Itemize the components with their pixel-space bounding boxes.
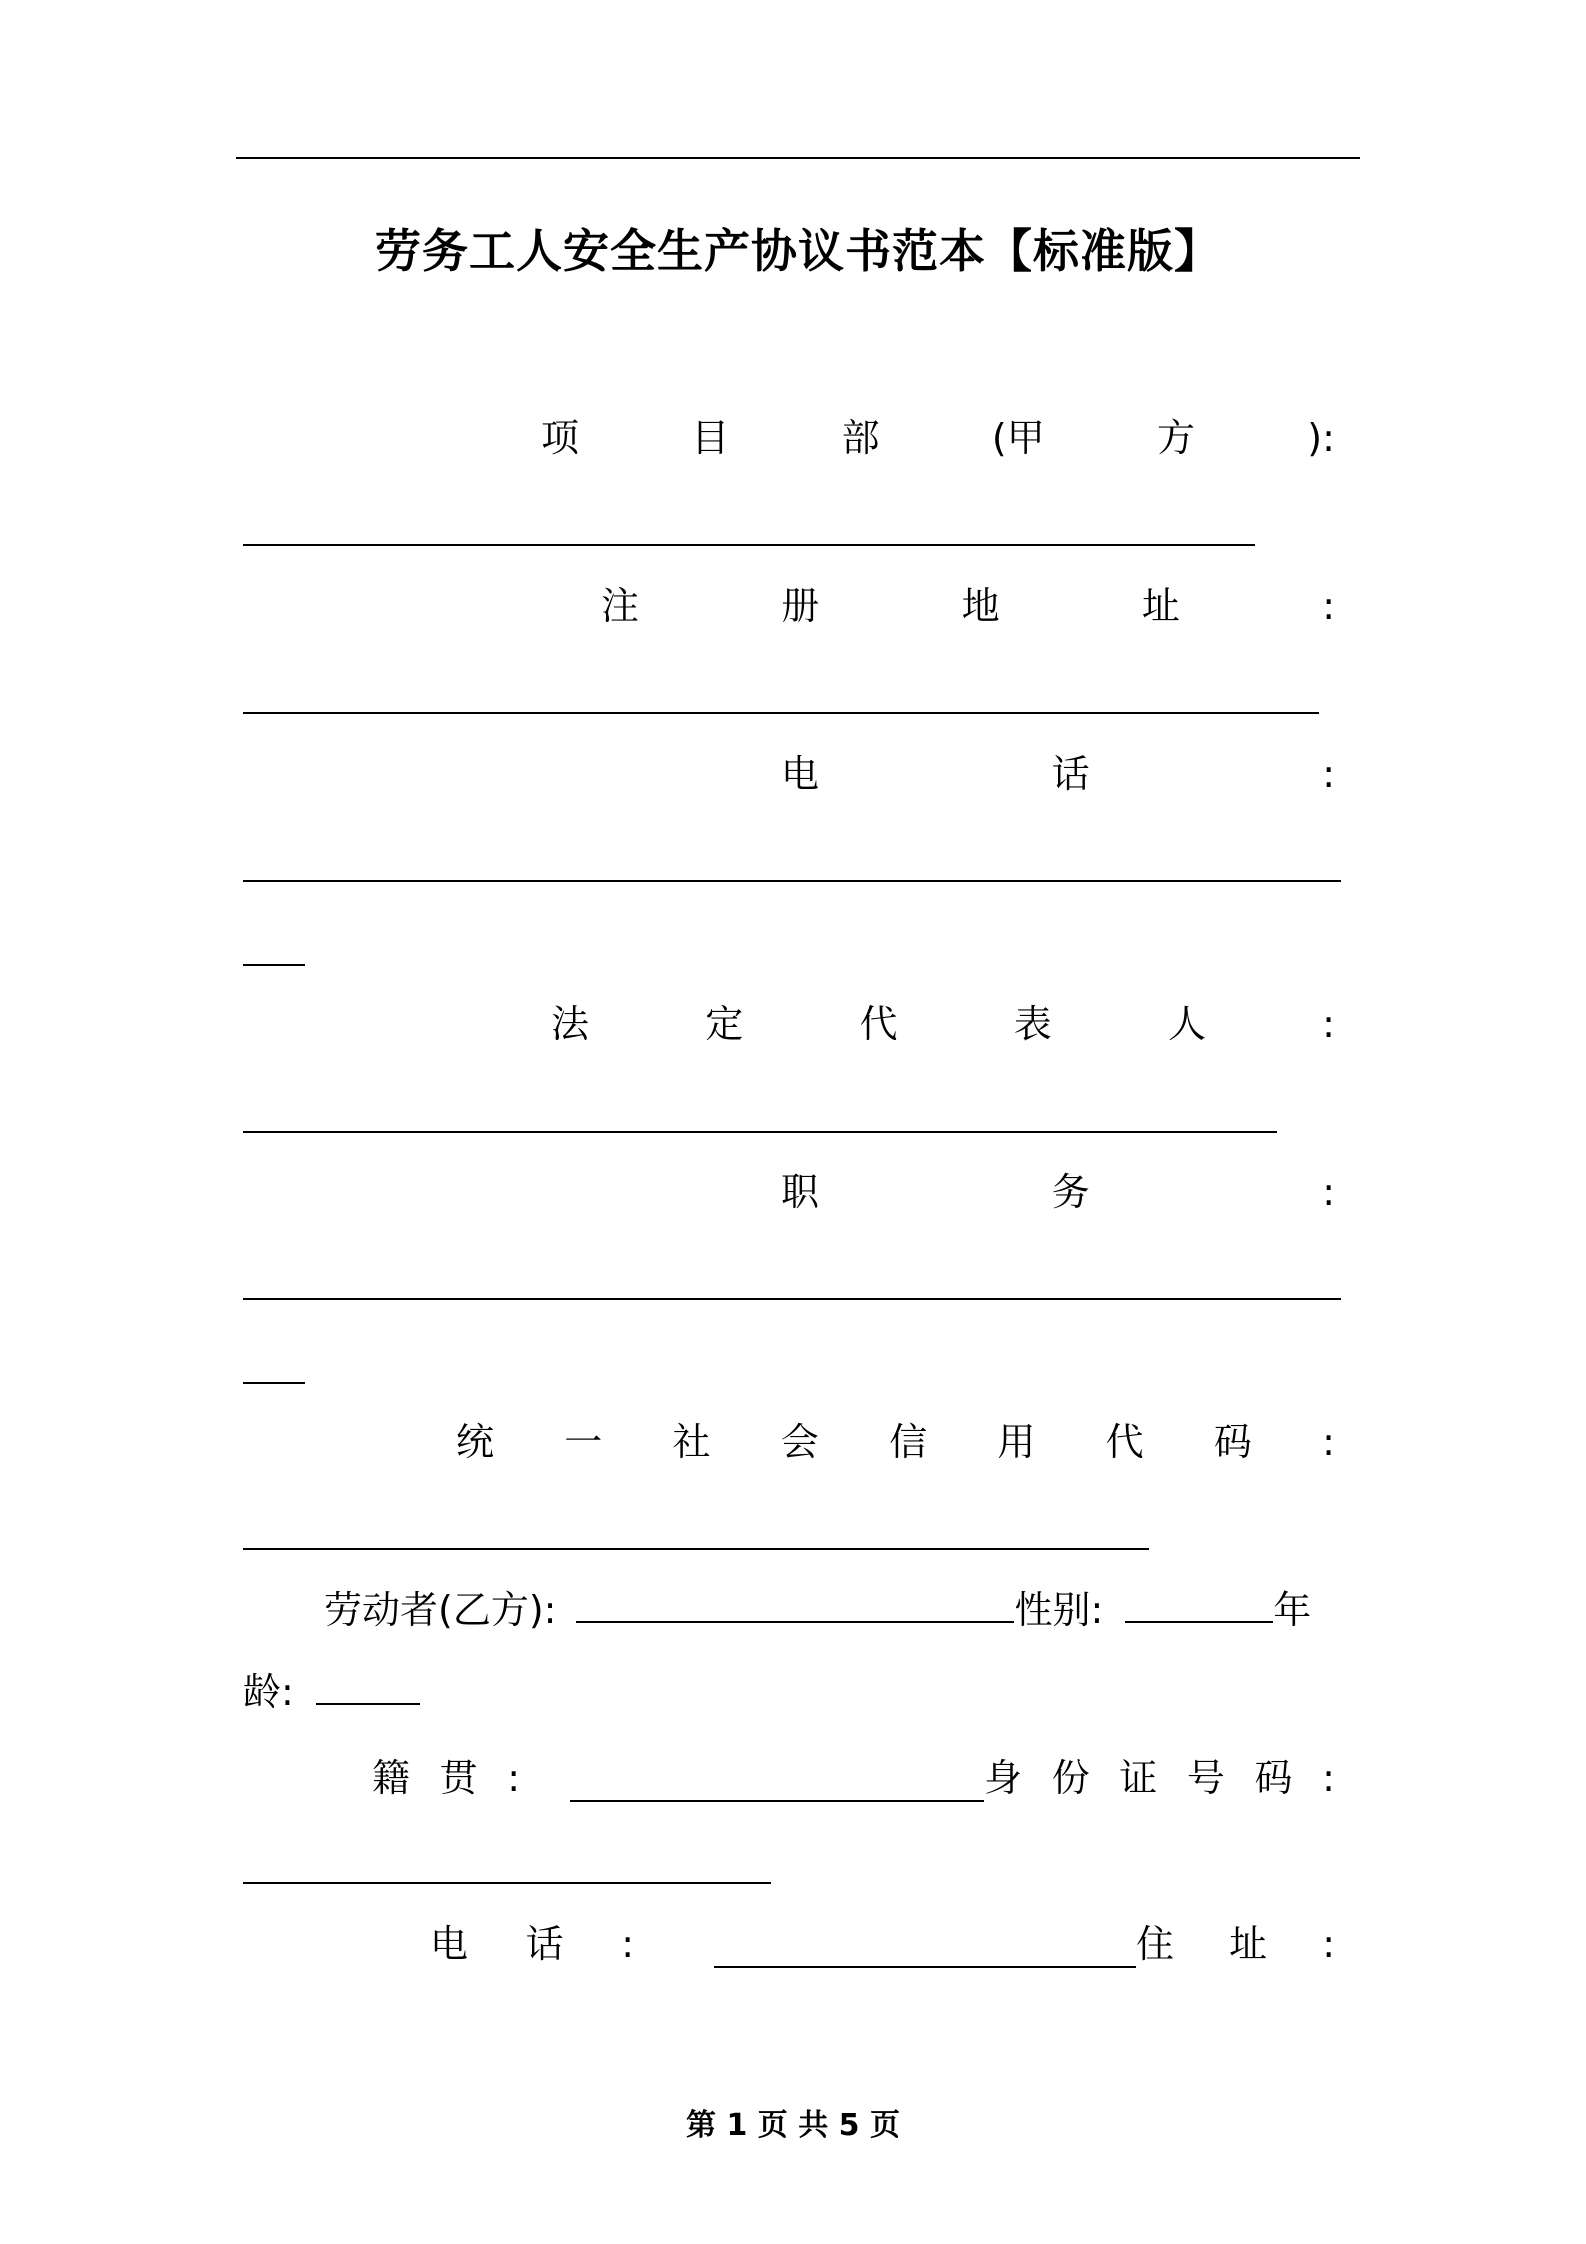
native-place-label: 籍 贯 : (372, 1756, 520, 1800)
party-a-phone-label: 电 话 : (781, 752, 1335, 796)
position-blank-cont[interactable] (243, 1382, 305, 1384)
worker-label: 劳动者(乙方): (324, 1588, 557, 1632)
credit-code-label: 统 一 社 会 信 用 代 码 : (456, 1420, 1335, 1464)
credit-code-blank[interactable] (243, 1548, 1149, 1550)
position-blank[interactable] (243, 1298, 1341, 1300)
age-row (243, 1668, 420, 1716)
registered-address-label: 注 册 地 址 : (601, 584, 1335, 628)
age-blank[interactable] (316, 1669, 420, 1705)
party-a-phone-blank[interactable] (243, 880, 1341, 882)
age-label: 龄: (243, 1670, 294, 1714)
residence-label: 住 址 : (1136, 1922, 1335, 1966)
project-dept-label: 项 目 部 (甲 方 ): (541, 416, 1335, 460)
worker-name-blank[interactable] (576, 1587, 1014, 1623)
page-footer: 第 1 页 共 5 页 (686, 2108, 900, 2143)
registered-address-blank[interactable] (243, 712, 1319, 714)
document-title: 劳务工人安全生产协议书范本【标准版】 (375, 224, 1221, 278)
worker-row (324, 1586, 1311, 1634)
header-rule (236, 157, 1360, 159)
legal-representative-blank[interactable] (243, 1131, 1277, 1133)
id-number-blank[interactable] (243, 1882, 771, 1884)
id-number-label: 身 份 证 号 码 : (984, 1756, 1335, 1800)
position-label: 职 务 : (781, 1170, 1335, 1214)
native-place-row (372, 1754, 1335, 1802)
project-dept-blank[interactable] (243, 544, 1255, 546)
legal-representative-label: 法 定 代 表 人 : (551, 1002, 1335, 1046)
gender-blank[interactable] (1125, 1587, 1273, 1623)
party-b-phone-row (430, 1920, 1335, 1968)
party-a-phone-blank-cont[interactable] (243, 964, 305, 966)
party-b-phone-blank[interactable] (714, 1932, 1136, 1968)
party-b-phone-label: 电 话 : (430, 1922, 634, 1966)
age-prefix: 年 (1273, 1588, 1312, 1632)
gender-label: 性别: (1014, 1588, 1104, 1632)
native-place-blank[interactable] (570, 1766, 984, 1802)
